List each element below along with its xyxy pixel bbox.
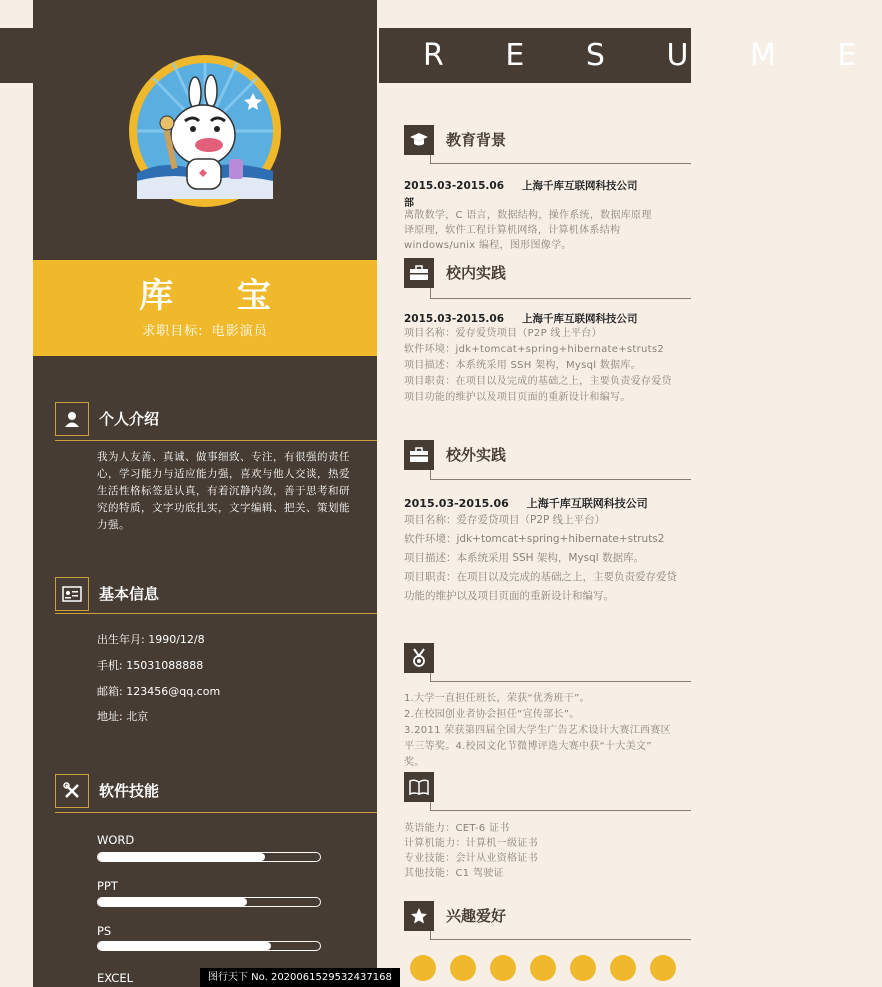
education-title: 教育背景	[446, 131, 507, 149]
microphone-icon	[570, 955, 596, 981]
address: 地址: 北京	[97, 710, 149, 723]
running-icon	[450, 955, 476, 981]
avatar-illustration	[137, 63, 273, 199]
email: 邮箱: 123456@qq.com	[97, 685, 221, 698]
skill-bar-fill	[98, 853, 265, 861]
graduation-cap-icon	[404, 125, 434, 155]
campus-text: 项目名称：爱存爱贷项目（P2P 线上平台） 软件环境：jdk+tomcat+spring+hibernate+struts2 项目描述：本系统采用 SSH 架构，Mysql 数据库。 项目职责：在项目以及完成的基础之上，主要负责爱存爱贷 项目功能的维护以及项目页面的重新设计和编写。	[404, 328, 672, 403]
skill-label: PS	[97, 924, 112, 938]
person-icon	[55, 402, 89, 436]
resume-title: R E S U M E	[423, 38, 882, 73]
intro-text: 我为人友善、真诚、做事细致、专注，有很强的责任心，学习能力与适应能力强，喜欢与他人交谈，热爱生活性格标签是认真，有着沉静内敛，善于思考和研究的特质，文字功底扎实，文字编辑、把关、策划能力强。	[97, 451, 350, 531]
offcampus-text: 项目名称：爱存爱贷项目（P2P 线上平台） 软件环境：jdk+tomcat+spring+hibernate+struts2 项目描述：本系统采用 SSH 架构，Mysql 数据库。 项目职责：在项目以及完成的基础之上，主要负责爱存爱贷 功能的维护以及项目页面的重新设计和编写。	[404, 514, 677, 602]
campus-title: 校内实践	[446, 264, 507, 282]
medal-icon	[404, 643, 434, 673]
star-icon	[404, 901, 434, 931]
watermark: 图行天下 No. 20200615295324371​68	[200, 968, 400, 987]
offcampus-title: 校外实践	[446, 446, 507, 464]
skill-label: PPT	[97, 879, 118, 893]
avatar	[129, 55, 281, 207]
music-icon	[410, 955, 436, 981]
divider	[430, 163, 691, 164]
divider	[430, 681, 691, 682]
education-trail: 部	[404, 198, 414, 209]
resume-header-bar	[379, 28, 882, 83]
table-tennis-icon	[610, 955, 636, 981]
intro-title: 个人介绍	[99, 410, 160, 428]
skill-label: WORD	[97, 833, 135, 847]
education-date-company: 2015.03-2015.06 上海千库互联网科技公司	[404, 180, 638, 192]
rabbit-mascot-icon	[137, 63, 273, 199]
skill-bar-fill	[98, 942, 271, 950]
tools-icon	[55, 774, 89, 808]
sidebar	[33, 0, 377, 987]
birth-date: 出生年月: 1990/12/8	[97, 633, 205, 646]
education-text: 离散数学，C 语言，数据结构，操作系统，数据库原理 译原理，软件工程计算机网络，计算机体系结构 windows/unix 编程，图形图像学。	[404, 210, 652, 251]
divider-tick	[430, 288, 431, 298]
divider	[55, 812, 377, 813]
phone: 手机: 15031088888	[97, 659, 204, 672]
book-icon	[404, 772, 434, 802]
divider	[430, 479, 691, 480]
divider	[55, 440, 377, 441]
awards-text: 1.大学一直担任班长，荣获“优秀班干”。 2.在校园创业者协会担任“宣传部长”。 3.2011 荣获第四届全国大学生广告艺术设计大赛江西赛区 平三等奖。4.校园文化节微博评选大赛中获“十大美文” 奖。	[404, 693, 671, 768]
hobbies-title: 兴趣爱好	[446, 907, 507, 925]
basic-title: 基本信息	[99, 585, 160, 603]
skill-bar	[97, 852, 321, 862]
divider	[55, 613, 377, 614]
divider-tick	[430, 470, 431, 479]
travel-icon	[490, 955, 516, 981]
skill-bar	[97, 941, 321, 951]
name-band	[33, 260, 377, 356]
globe-icon	[530, 955, 556, 981]
objective-value: 电影演员	[211, 324, 268, 339]
swimming-icon	[650, 955, 676, 981]
divider-tick	[430, 931, 431, 939]
divider	[430, 298, 691, 299]
skill-bar	[97, 897, 321, 907]
hobby-icons	[410, 955, 691, 987]
briefcase-icon	[404, 258, 434, 288]
briefcase-icon	[404, 440, 434, 470]
candidate-name: 库 宝	[139, 276, 297, 316]
divider-tick	[430, 802, 431, 810]
objective-label: 求职目标:	[142, 324, 204, 339]
skill-bar-fill	[98, 898, 247, 906]
offcampus-date-company: 2015.03-2015.06 上海千库互联网科技公司	[404, 497, 648, 510]
skill-label: EXCEL	[97, 971, 134, 985]
divider	[430, 939, 691, 940]
id-card-icon	[55, 577, 89, 611]
job-objective	[33, 320, 377, 339]
divider-tick	[430, 155, 431, 163]
certs-text: 英语能力：CET-6 证书 计算机能力：计算机一级证书 专业技能：会计从业资格证书 其他技能：C1 驾驶证	[404, 823, 538, 879]
divider-tick	[430, 673, 431, 681]
campus-date-company: 2015.03-2015.06 上海千库互联网科技公司	[404, 313, 638, 325]
divider	[430, 810, 691, 811]
skills-title: 软件技能	[99, 782, 160, 800]
